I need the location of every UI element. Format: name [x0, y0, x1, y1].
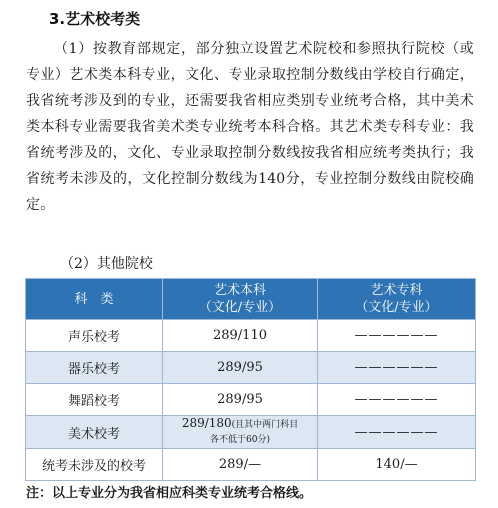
- row-category: 器乐校考: [26, 352, 163, 384]
- row-undergrad-score: 289/95: [163, 384, 318, 416]
- undergrad-score-note: (且其中两门科目: [231, 420, 299, 430]
- table-row: [26, 352, 476, 384]
- header-junior: [318, 279, 476, 320]
- header-category: 科 类: [26, 279, 163, 320]
- header-undergrad: [163, 279, 318, 320]
- table-header-row: [26, 279, 476, 320]
- section-heading: 3.艺术校考类: [49, 10, 141, 28]
- row-junior-score: ——————: [318, 416, 476, 449]
- undergrad-score-note-line2: 各不低于60分): [210, 435, 270, 445]
- policy-paragraph: （1）按教育部规定，部分独立设置艺术院校和参照执行院校（或专业）艺术类本科专业，文化、专业录取控制分数线由学校自行确定，我省统考涉及到的专业，还需要我省相应类别专业统考合格，其中美术类本科专业需要我省美术类专业统考本科合格。其艺术类专科专业：我省统考涉及的，文化、专业录取控制分数线按我省相应统考类执行；我省统考未涉及的，文化控制分数线为140分，专业控制分数线由院校确定。: [26, 41, 474, 213]
- row-undergrad-score: 289/110: [163, 320, 318, 352]
- row-undergrad-score: 289/—: [163, 449, 318, 481]
- other-institutions-subheading: （2）其他院校: [60, 256, 153, 272]
- row-junior-score: ——————: [318, 320, 476, 352]
- score-table: [25, 278, 476, 481]
- row-category: 舞蹈校考: [26, 384, 163, 416]
- footnote: 注：以上专业分为我省相应科类专业统考合格线。: [26, 486, 313, 501]
- header-junior-subtitle: （文化/专业）: [355, 300, 438, 315]
- row-junior-score: ——————: [318, 352, 476, 384]
- row-undergrad-score: [163, 416, 318, 449]
- undergrad-score-value: 289/180: [181, 416, 232, 430]
- table-row: [26, 384, 476, 416]
- table-row: [26, 416, 476, 449]
- table-row: [26, 320, 476, 352]
- row-category: 美术校考: [26, 416, 163, 449]
- row-junior-score: 140/—: [318, 449, 476, 481]
- header-junior-title: 艺术专科: [370, 283, 423, 298]
- table-row: [26, 449, 476, 481]
- header-undergrad-subtitle: （文化/专业）: [198, 300, 282, 315]
- row-junior-score: ——————: [318, 384, 476, 416]
- row-category: 统考未涉及的校考: [26, 449, 163, 481]
- row-undergrad-score: 289/95: [163, 352, 318, 384]
- header-undergrad-title: 艺术本科: [213, 283, 266, 298]
- undergrad-score-line: [163, 416, 317, 433]
- row-category: 声乐校考: [26, 320, 163, 352]
